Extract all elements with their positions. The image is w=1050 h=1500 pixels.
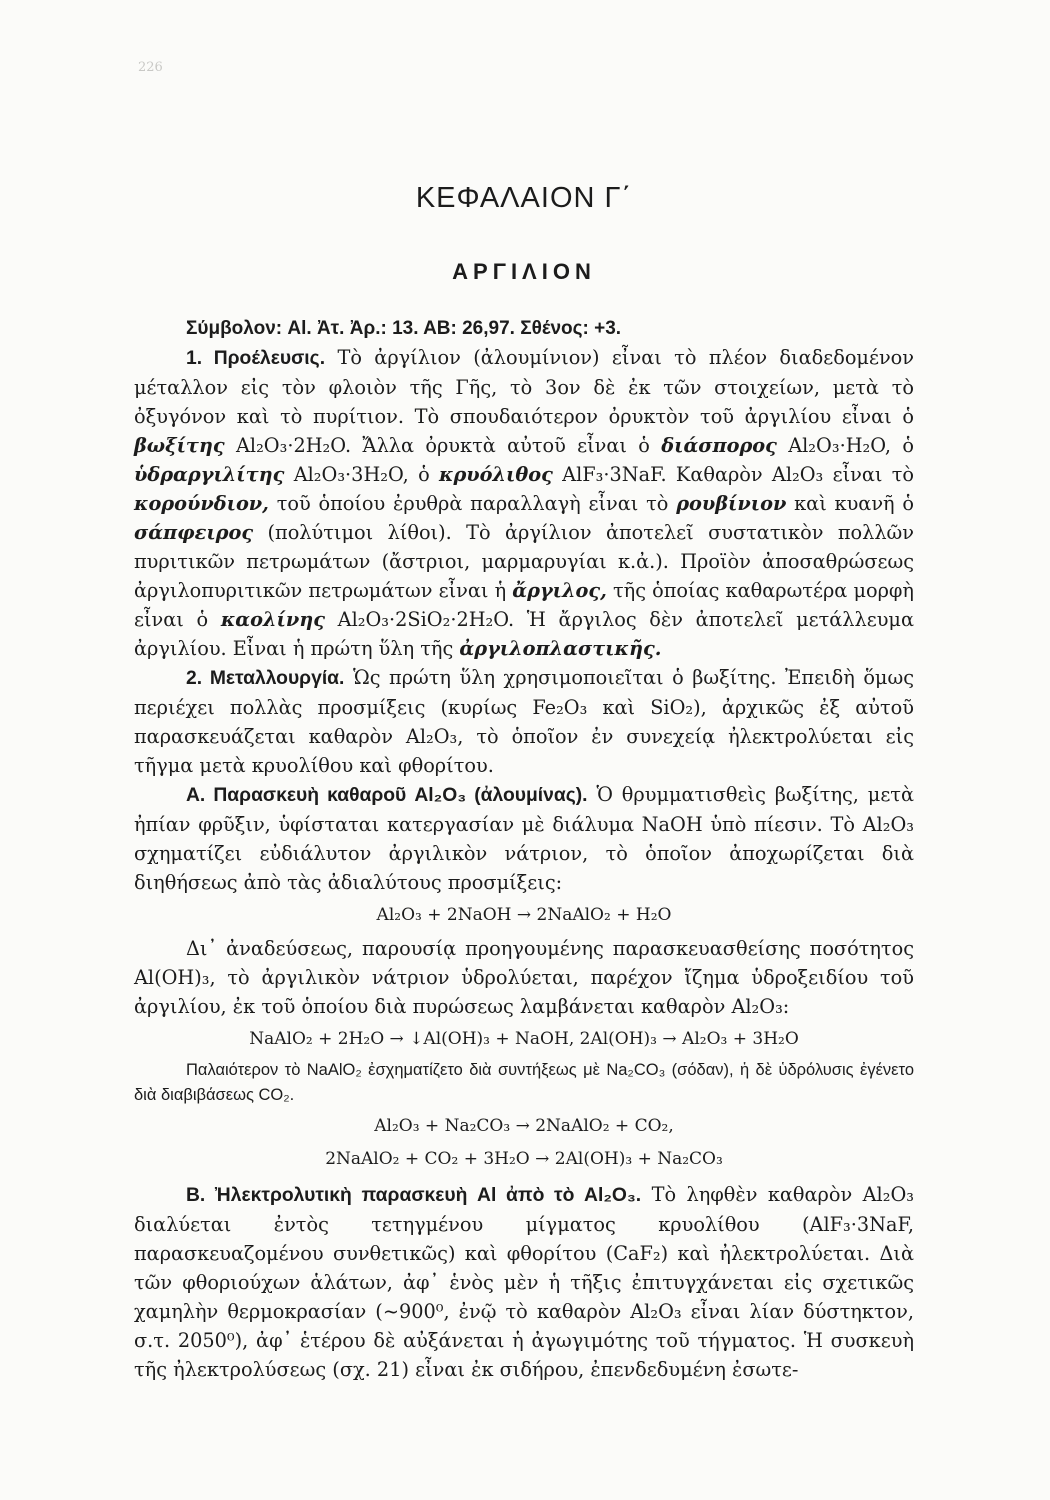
term-hydrargillite: ὑδραργιλίτης xyxy=(134,463,285,486)
equation-2: NaAlO₂ + 2H₂O → ↓Al(OH)₃ + NaOH, 2Al(OH)₃ → Al₂O₃ + 3H₂O xyxy=(249,1029,799,1049)
equation-1: Al₂O₃ + 2NaOH → 2NaAlO₂ + H₂O xyxy=(376,905,672,925)
term-sapphire: σάπφειρος xyxy=(134,521,254,544)
equation-4: 2NaAlO₂ + CO₂ + 3H₂O → 2Al(OH)₃ + Na₂CO₃ xyxy=(325,1149,723,1169)
term-kaolin: καολίνης xyxy=(220,608,325,631)
term-cryolite: κρυόλιθος xyxy=(439,463,553,486)
symbol-line: Σύμβολον: Al. Ἀτ. Ἀρ.: 13. ΑΒ: 26,97. Σθένος: +3. xyxy=(186,318,622,339)
term-ruby: ρουβίνιον xyxy=(676,492,787,515)
metallurgy-paragraph: 2. Μεταλλουργία. Ὡς πρώτη ὕλη χρησιμοποιεῖται ὁ βωξίτης. Ἐπειδὴ ὅμως περιέχει πολλὰς προσμίξεις (κυρίως Fe₂O₃ καὶ SiO₂), ἀρχικῶς ἐξ αὐτοῦ παρασκευάζεται καθαρὸν Al₂O₃, τὸ ὁποῖον ἐν συνεχείᾳ ἠλεκτρολύεται εἰς τῆγμα μετὰ κρυολίθου καὶ φθορίτου. xyxy=(134,666,914,777)
older-method-paragraph: Παλαιότερον τὸ NaAlO₂ ἐσχηματίζετο διὰ συντήξεως μὲ Na₂CO₃ (σόδαν), ἡ δὲ ὑδρόλυσις ἐγένετο διὰ διαβιβάσεως CO₂. xyxy=(134,1061,914,1104)
section-a-heading: Α. Παρασκευὴ καθαροῦ Al₂O₃ (ἀλουμίνας). xyxy=(186,785,588,806)
chapter-title: ΚΕΦΑΛΑΙΟΝ Γ΄ xyxy=(415,182,633,214)
section-b-paragraph: Β. Ἠλεκτρολυτικὴ παρασκευὴ Al ἀπὸ τὸ Al₂O₃. Τὸ ληφθὲν καθαρὸν Al₂O₃ διαλύεται ἐντὸς τετηγμένου μίγματος κρυολίθου (AlF₃·3NaF, παρασκευαζομένου συνθετικῶς) καὶ φθορίτου (CaF₂) καὶ ἠλεκτρολύεται. Διὰ τῶν φθοριούχων ἁλάτων, ἀφ᾽ ἑνὸς μὲν ἡ τῆξις ἐπιτυγχάνεται εἰς σχετικῶς χαμηλὴν θερμοκρασίαν (~900⁰, ἐνῷ τὸ καθαρὸν Al₂O₃ εἶναι λίαν δύστηκτον, σ.τ. 2050⁰), ἀφ᾽ ἑτέρου δὲ αὐξάνεται ἡ ἀγωγιμότης τοῦ τήγματος. Ἡ συσκευὴ τῆς ἠλεκτρολύσεως (σχ. 21) εἶναι ἐκ σιδήρου, ἐπενδεδυμένη ἐσωτε- xyxy=(134,1183,914,1381)
equation-3: Al₂O₃ + Na₂CO₃ → 2NaAlO₂ + CO₂, xyxy=(374,1116,674,1136)
hydrolysis-paragraph: Δι᾽ ἀναδεύσεως, παρουσίᾳ προηγουμένης παρασκευασθείσης ποσότητος Al(OH)₃, τὸ ἀργιλικὸν νάτριον ὑδρολύεται, παρέχον ἴζημα ὑδροξειδίου τοῦ ἀργιλίου, ἐκ τοῦ ὁποίου διὰ πυρώσεως λαμβάνεται καθαρὸν Al₂O₃: xyxy=(134,937,914,1018)
origin-heading: 1. Προέλευσις. xyxy=(186,348,326,369)
term-bauxite: βωξίτης xyxy=(134,434,225,457)
term-corundum: κορούνδιον, xyxy=(134,492,269,515)
page-content xyxy=(134,182,914,1384)
term-diaspore: διάσπορος xyxy=(661,434,777,457)
subject-title: ΑΡΓΙΛΙΟΝ xyxy=(452,259,596,284)
term-clay: ἄργιλος, xyxy=(512,579,607,602)
ghost-page-number: 226 xyxy=(138,60,163,75)
metallurgy-heading: 2. Μεταλλουργία. xyxy=(186,668,345,689)
section-a-paragraph: Α. Παρασκευὴ καθαροῦ Al₂O₃ (ἀλουμίνας). Ὁ θρυμματισθεὶς βωξίτης, μετὰ ἠπίαν φρῦξιν, ὑφίσταται κατεργασίαν μὲ διάλυμα NaOH ὑπὸ πίεσιν. Τὸ Al₂O₃ σχηματίζει εὐδιάλυτον ἀργιλικὸν νάτριον, τὸ ὁποῖον ἀποχωρίζεται διὰ διηθήσεως ἀπὸ τὰς ἀδιαλύτους προσμίξεις: xyxy=(134,783,914,894)
section-b-heading: Β. Ἠλεκτρολυτικὴ παρασκευὴ Al ἀπὸ τὸ Al₂O₃. xyxy=(186,1185,642,1206)
term-ceramics: ἀργιλοπλαστικῆς. xyxy=(459,637,662,660)
origin-paragraph: 1. Προέλευσις. Τὸ ἀργίλιον (ἀλουμίνιον) εἶναι τὸ πλέον διαδεδομένον μέταλλον εἰς τὸν φλοιὸν τῆς Γῆς, τὸ 3ον δὲ ἐκ τῶν στοιχείων, μετὰ τὸ ὀξυγόνον καὶ τὸ πυρίτιον. Τὸ σπουδαιότερον ὀρυκτὸν τοῦ ἀργιλίου εἶναι ὁ βωξίτης Al₂O₃·2H₂O. Ἄλλα ὀρυκτὰ αὐτοῦ εἶναι ὁ διάσπορος Al₂O₃·H₂O, ὁ ὑδραργιλίτης Al₂O₃·3H₂O, ὁ κρυόλιθος AlF₃·3NaF. Καθαρὸν Al₂O₃ εἶναι τὸ κορούνδιον, τοῦ ὁποίου ἐρυθρὰ παραλλαγὴ εἶναι τὸ ρουβίνιον καὶ κυανῆ ὁ σάπφειρος (πολύτιμοι λίθοι). Τὸ ἀργίλιον ἀποτελεῖ συστατικὸν πολλῶν πυριτικῶν πετρωμάτων (ἄστριοι, μαρμαρυγίαι κ.ἀ.). Προϊὸν ἀποσαθρώσεως ἀργιλοπυριτικῶν πετρωμάτων εἶναι ἡ ἄργιλος, τῆς ὁποίας καθαρωτέρα μορφὴ εἶναι ὁ καολίνης Al₂O₃·2SiO₂·2H₂O. Ἡ ἄργιλος δὲν ἀποτελεῖ μετάλλευμα ἀργιλίου. Εἶναι ἡ πρώτη ὕλη τῆς ἀργιλοπλαστικῆς. xyxy=(134,346,915,660)
